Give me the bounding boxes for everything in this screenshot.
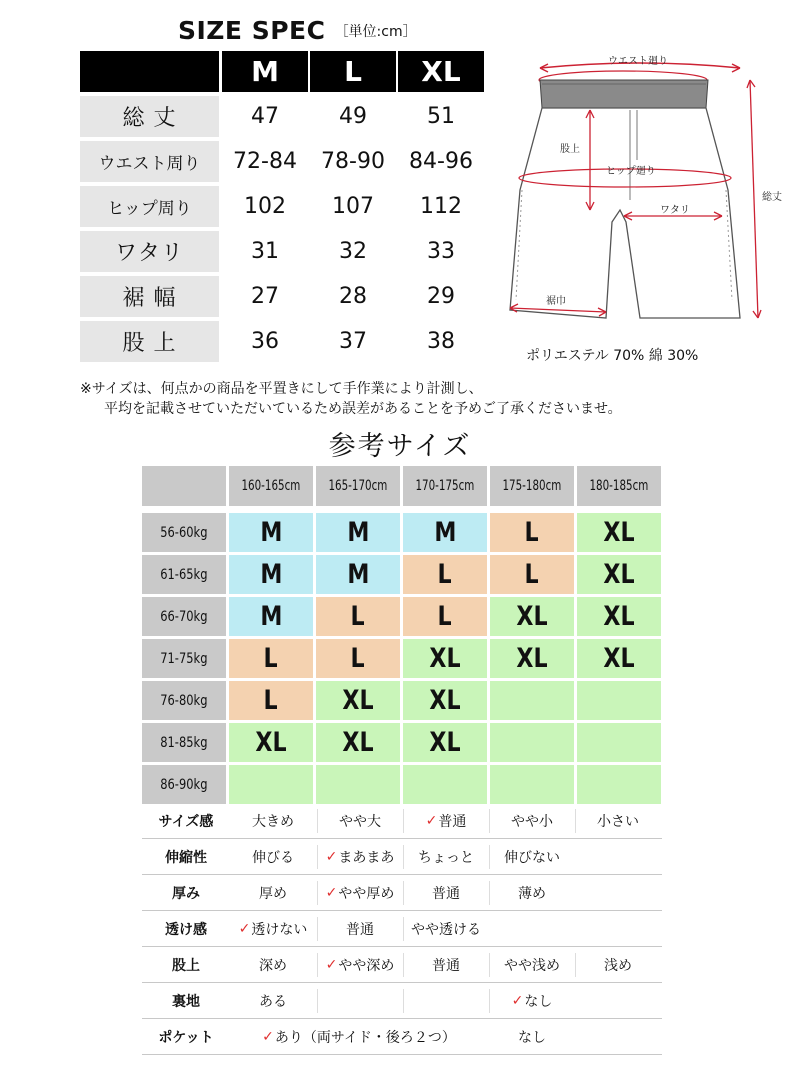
fit-feel-label: サイズ感: [158, 814, 214, 830]
fit-feel-label: 透け感: [165, 922, 207, 938]
fit-feel-divider: [317, 845, 318, 869]
fit-feel-option: [575, 803, 661, 839]
fit-feel-option: [317, 947, 403, 983]
reference-size-cell: [403, 681, 487, 720]
reference-size-cell: [403, 723, 487, 762]
reference-size-cell: [577, 639, 661, 678]
fit-feel-option-text: やや小: [511, 814, 553, 830]
reference-weight-label: 61-65kg: [160, 566, 208, 583]
reference-size-cell: [490, 765, 574, 804]
measurement-note-line2: 平均を記載させていただいているため誤差があることを予めご了承くださいませ。: [104, 401, 622, 417]
fit-feel-option: [230, 839, 316, 875]
fit-feel-label: 伸縮性: [165, 850, 207, 866]
size-spec-value: 49: [339, 104, 367, 129]
size-spec-value: 51: [427, 104, 455, 129]
size-spec-unit: ［単位:cm］: [334, 23, 417, 40]
size-spec-value: 78-90: [321, 149, 385, 174]
reference-grid-corner: [142, 466, 226, 506]
fit-feel-option-text: やや深め: [338, 958, 395, 974]
fit-feel-divider: [403, 989, 404, 1013]
fit-feel-divider: [317, 989, 318, 1013]
size-spec-header-xl: XL: [398, 51, 484, 92]
reference-size-value: XL: [429, 643, 461, 674]
reference-weight-label: 71-75kg: [160, 650, 208, 667]
size-spec-row-label: 股 上: [80, 321, 219, 362]
reference-size-value: XL: [603, 559, 635, 590]
size-spec-title: [178, 16, 518, 56]
size-spec-value: 47: [251, 104, 279, 129]
reference-size-cell: [403, 555, 487, 594]
reference-size-cell: [490, 513, 574, 552]
reference-size-cell: [229, 639, 313, 678]
reference-size-value: L: [437, 601, 453, 632]
reference-size-cell: [577, 723, 661, 762]
reference-weight-label: 76-80kg: [160, 692, 208, 709]
fit-feel-option: [403, 911, 489, 947]
reference-size-cell: [229, 765, 313, 804]
reference-height-header: [316, 466, 400, 506]
fit-feel-divider: [575, 953, 576, 977]
reference-size-cell: [490, 681, 574, 720]
reference-height-label: 160-165cm: [241, 478, 301, 494]
fit-feel-option: [317, 983, 403, 1019]
reference-size-cell: [577, 513, 661, 552]
fit-feel-option: [317, 839, 403, 875]
reference-size-value: L: [524, 517, 540, 548]
size-spec-value: 27: [251, 284, 279, 309]
fit-feel-option: [230, 911, 316, 947]
reference-size-cell: [577, 555, 661, 594]
size-spec-row-label: ワタリ: [80, 231, 219, 272]
size-spec-value: 38: [427, 329, 455, 354]
diagram-label-length: 総丈: [762, 192, 782, 203]
fit-feel-option-text: ちょっと: [418, 850, 474, 866]
reference-height-header: [403, 466, 487, 506]
fit-feel-option: [230, 983, 316, 1019]
fit-feel-row: [142, 911, 662, 947]
reference-size-cell: [229, 723, 313, 762]
check-mark-icon: ✓: [325, 849, 338, 865]
reference-size-cell: [403, 597, 487, 636]
reference-weight-header: [142, 765, 226, 804]
fit-feel-option-text: 伸びない: [504, 850, 560, 866]
material-composition: ポリエステル 70% 綿 30%: [526, 348, 699, 364]
reference-size-value: M: [346, 517, 370, 548]
reference-size-cell: [229, 681, 313, 720]
size-spec-row-label: 裾 幅: [80, 276, 219, 317]
reference-size-value: XL: [603, 601, 635, 632]
fit-feel-option-text: まあまあ: [338, 850, 395, 866]
size-spec-heading: SIZE SPEC: [178, 16, 326, 45]
fit-feel-option: [403, 839, 489, 875]
reference-size-cell: [316, 681, 400, 720]
fit-feel-divider: [317, 809, 318, 833]
reference-size-cell: [403, 513, 487, 552]
reference-size-cell: [490, 723, 574, 762]
fit-feel-option-text: あり（両サイド・後ろ２つ）: [274, 1030, 456, 1046]
shorts-measurement-diagram: [490, 50, 790, 340]
check-mark-icon: ✓: [262, 1029, 274, 1045]
fit-feel-row: [142, 947, 662, 983]
fit-feel-divider: [489, 809, 490, 833]
fit-feel-option-text: 浅め: [604, 958, 632, 974]
reference-size-value: M: [433, 517, 457, 548]
fit-feel-option-text: 普通: [346, 922, 374, 938]
reference-weight-label: 66-70kg: [160, 608, 208, 625]
reference-height-header: [229, 466, 313, 506]
fit-feel-divider: [403, 953, 404, 977]
check-mark-icon: ✓: [325, 885, 338, 901]
reference-size-cell: [403, 639, 487, 678]
fit-feel-divider: [317, 881, 318, 905]
size-spec-value: 37: [339, 329, 367, 354]
reference-size-value: XL: [603, 517, 635, 548]
reference-weight-header: [142, 723, 226, 762]
size-spec-value: 33: [427, 239, 455, 264]
fit-feel-row: [142, 983, 662, 1019]
reference-height-label: 165-170cm: [328, 478, 388, 494]
reference-size-value: L: [350, 601, 366, 632]
reference-size-value: L: [437, 559, 453, 590]
size-spec-value: 102: [244, 194, 286, 219]
fit-feel-option-text: 薄め: [518, 886, 546, 902]
fit-feel-option-text: 透けない: [251, 922, 308, 938]
reference-weight-label: 56-60kg: [160, 524, 208, 541]
size-spec-value: 28: [339, 284, 367, 309]
reference-size-value: XL: [255, 727, 287, 758]
reference-size-value: M: [259, 517, 283, 548]
fit-feel-option-text: やや浅め: [504, 958, 560, 974]
fit-feel-option-text: 普通: [438, 814, 467, 830]
reference-size-value: XL: [603, 643, 635, 674]
reference-size-cell: [316, 765, 400, 804]
reference-size-cell: [316, 555, 400, 594]
reference-size-cell: [403, 765, 487, 804]
measurement-note-line1: ※サイズは、何点かの商品を平置きにして手作業により計測し、: [80, 381, 483, 397]
reference-size-value: XL: [342, 685, 374, 716]
fit-feel-option: [230, 1019, 488, 1055]
reference-height-label: 170-175cm: [415, 478, 475, 494]
reference-size-value: M: [346, 559, 370, 590]
fit-feel-divider: [489, 989, 490, 1013]
fit-feel-option: [489, 875, 575, 911]
reference-height-label: 180-185cm: [589, 478, 649, 494]
size-spec-row-label: ウエスト周り: [80, 141, 219, 182]
fit-feel-option-text: なし: [518, 1030, 546, 1046]
diagram-label-hem: 裾巾: [546, 296, 566, 307]
reference-size-cell: [490, 639, 574, 678]
fit-feel-option: [230, 803, 316, 839]
size-spec-value: 32: [339, 239, 367, 264]
reference-size-value: L: [524, 559, 540, 590]
fit-feel-divider: [403, 809, 404, 833]
reference-size-cell: [316, 597, 400, 636]
fit-feel-option: [230, 875, 316, 911]
size-spec-value: 72-84: [233, 149, 297, 174]
size-spec-value: 36: [251, 329, 279, 354]
reference-size-cell: [316, 639, 400, 678]
fit-feel-option-text: 深め: [259, 958, 287, 974]
fit-feel-divider: [317, 917, 318, 941]
reference-height-header: [490, 466, 574, 506]
reference-size-cell: [577, 765, 661, 804]
reference-size-cell: [577, 681, 661, 720]
fit-feel-option: [489, 1019, 575, 1055]
fit-feel-option-text: 伸びる: [252, 850, 294, 866]
reference-size-value: M: [259, 559, 283, 590]
size-spec-value: 107: [332, 194, 374, 219]
reference-size-value: L: [263, 685, 279, 716]
fit-feel-divider: [575, 809, 576, 833]
fit-feel-option: [403, 947, 489, 983]
fit-feel-option: [317, 875, 403, 911]
check-mark-icon: ✓: [511, 993, 524, 1009]
reference-weight-label: 81-85kg: [160, 734, 208, 751]
fit-feel-divider: [403, 845, 404, 869]
check-mark-icon: ✓: [425, 813, 438, 829]
fit-feel-divider: [403, 881, 404, 905]
fit-feel-option: [575, 947, 661, 983]
fit-feel-option-text: 大きめ: [252, 814, 294, 830]
size-spec-row-label: ヒップ周り: [80, 186, 219, 227]
fit-feel-option-text: 普通: [432, 958, 460, 974]
size-spec-header-l: L: [310, 51, 396, 92]
fit-feel-option: [403, 803, 489, 839]
fit-feel-option-text: やや大: [339, 814, 381, 830]
reference-size-value: XL: [429, 685, 461, 716]
fit-feel-row: [142, 803, 662, 839]
check-mark-icon: ✓: [325, 957, 338, 973]
fit-feel-divider: [489, 845, 490, 869]
size-spec-value: 29: [427, 284, 455, 309]
reference-weight-header: [142, 597, 226, 636]
fit-feel-option-text: やや厚め: [338, 886, 395, 902]
fit-feel-divider: [403, 917, 404, 941]
reference-size-cell: [577, 597, 661, 636]
reference-size-cell: [229, 597, 313, 636]
fit-feel-option: [230, 947, 316, 983]
reference-weight-label: 86-90kg: [160, 776, 208, 793]
reference-size-value: XL: [342, 727, 374, 758]
size-spec-value: 84-96: [409, 149, 473, 174]
reference-weight-header: [142, 639, 226, 678]
reference-weight-header: [142, 681, 226, 720]
fit-feel-option: [403, 875, 489, 911]
fit-feel-row: [142, 839, 662, 875]
fit-feel-option: [489, 839, 575, 875]
size-spec-value: 31: [251, 239, 279, 264]
reference-size-cell: [316, 513, 400, 552]
fit-feel-option: [317, 803, 403, 839]
reference-size-title: 参考サイズ: [328, 431, 472, 462]
fit-feel-row: [142, 1019, 662, 1055]
fit-feel-divider: [489, 881, 490, 905]
reference-size-value: L: [263, 643, 279, 674]
diagram-label-waist: ウエスト廻り: [608, 56, 668, 67]
size-spec-row-label: 総 丈: [80, 96, 219, 137]
fit-feel-option-text: ある: [259, 994, 287, 1010]
fit-feel-label: ポケット: [158, 1030, 214, 1046]
size-spec-header-m: M: [222, 51, 308, 92]
fit-feel-option-text: 厚め: [259, 886, 287, 902]
fit-feel-option: [403, 983, 489, 1019]
fit-feel-label: 厚み: [172, 886, 200, 902]
fit-feel-divider: [489, 953, 490, 977]
size-spec-value: 112: [420, 194, 462, 219]
reference-size-cell: [229, 513, 313, 552]
reference-weight-header: [142, 555, 226, 594]
check-mark-icon: ✓: [238, 921, 251, 937]
fit-feel-divider: [317, 953, 318, 977]
reference-size-cell: [229, 555, 313, 594]
fit-feel-row: [142, 875, 662, 911]
diagram-label-rise: 股上: [560, 144, 580, 155]
reference-size-value: XL: [429, 727, 461, 758]
reference-size-cell: [490, 555, 574, 594]
diagram-label-hip: ヒップ廻り: [606, 166, 656, 177]
diagram-label-thigh: ワタリ: [660, 205, 690, 216]
fit-feel-option-text: 普通: [432, 886, 460, 902]
size-spec-corner: [80, 51, 219, 92]
fit-feel-label: 裏地: [172, 994, 200, 1010]
fit-feel-option-text: やや透ける: [411, 922, 481, 938]
reference-height-header: [577, 466, 661, 506]
fit-feel-option-text: 小さい: [597, 814, 639, 830]
reference-weight-header: [142, 513, 226, 552]
fit-feel-option: [489, 803, 575, 839]
reference-size-value: L: [350, 643, 366, 674]
reference-height-label: 175-180cm: [502, 478, 562, 494]
fit-feel-label: 股上: [172, 958, 200, 974]
fit-feel-option: [489, 983, 575, 1019]
reference-size-value: XL: [516, 643, 548, 674]
reference-size-value: XL: [516, 601, 548, 632]
reference-size-value: M: [259, 601, 283, 632]
fit-feel-option: [317, 911, 403, 947]
shorts-diagram-svg: [490, 50, 790, 340]
fit-feel-option-text: なし: [524, 994, 553, 1010]
reference-size-cell: [490, 597, 574, 636]
reference-size-cell: [316, 723, 400, 762]
fit-feel-option: [489, 947, 575, 983]
